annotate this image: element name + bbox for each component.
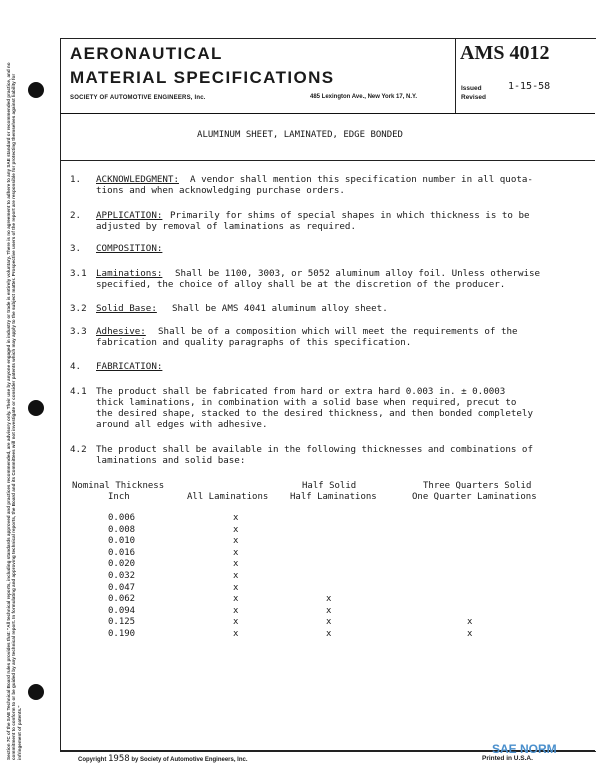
all-laminations-mark: x <box>233 629 239 639</box>
s41-number: 4.1 <box>70 386 87 397</box>
header-line2: MATERIAL SPECIFICATIONS <box>70 68 335 87</box>
thickness-value: 0.016 <box>108 547 136 558</box>
copyright-holder: by Society of Automotive Engineers, Inc. <box>131 757 248 763</box>
thickness-value: 0.032 <box>108 571 136 581</box>
thickness-value: 0.006 <box>108 513 136 523</box>
thickness-value: 0.094 <box>108 605 136 616</box>
s41-line3: the desired shape, stacked to the desired thickness, and then bonded completely <box>96 408 533 419</box>
col-thickness-header: Nominal Thickness <box>72 481 165 491</box>
all-laminations-mark: x <box>233 559 239 570</box>
all-laminations-mark: x <box>233 536 239 547</box>
s1-number: 1. <box>70 174 82 185</box>
col-all-laminations-header: All Laminations <box>187 492 269 502</box>
s32-line1: Shall be AMS 4041 aluminum alloy sheet. <box>172 303 388 314</box>
col-three-quarters-header: Three Quarters Solid <box>423 481 532 491</box>
s31-line2: specified, the choice of alloy shall be at the discretion of the producer. <box>96 279 506 290</box>
thickness-value: 0.190 <box>108 629 136 639</box>
punch-hole <box>28 400 44 416</box>
issued-label: Issued <box>461 85 482 92</box>
s33-heading: Adhesive: <box>96 326 146 337</box>
s42-line2: laminations and solid base: <box>96 455 246 466</box>
society-address: 485 Lexington Ave., New York 17, N.Y. <box>310 94 418 100</box>
three-quarters-solid-mark: x <box>467 617 473 628</box>
all-laminations-mark: x <box>233 524 239 535</box>
watermark-text: SAE NORM <box>492 742 557 756</box>
s3-number: 3. <box>70 243 82 254</box>
copyright-label: Copyright <box>78 757 107 763</box>
punch-hole <box>28 684 44 700</box>
all-laminations-mark: x <box>233 582 239 593</box>
col-one-quarter-header: One Quarter Laminations <box>412 492 537 502</box>
all-laminations-mark: x <box>233 547 239 558</box>
s42-line1: The product shall be available in the following thicknesses and combinations of <box>96 444 533 455</box>
title-divider <box>60 160 595 161</box>
all-laminations-mark: x <box>233 605 239 616</box>
spec-number: AMS 4012 <box>460 42 550 64</box>
header-line1: AERONAUTICAL <box>70 44 223 63</box>
col-thickness-unit: Inch <box>108 492 130 502</box>
col-half-laminations-header: Half Laminations <box>290 492 377 502</box>
s4-number: 4. <box>70 361 82 372</box>
s31-line1: Shall be 1100, 3003, or 5052 aluminum alloy foil. Unless otherwise <box>175 268 541 279</box>
col-half-solid-header: Half Solid <box>302 481 357 491</box>
document-title: ALUMINUM SHEET, LAMINATED, EDGE BONDED <box>197 130 403 140</box>
side-note: Section 7C of the SAE Technical Board rules provides that: "All technical reports, including standards approved and practices recommended, are advisory only. Their use by anyone engaged in industry or trade is entirely voluntary. There is no agreement to adhere to any SAE standard or recommended practice, and no commitment to conform to or be guided by any technical report. In formulating and approving technical reports, the Board and its Committees will not investigate or consider patents which may apply to the subject matter. Prospective users of the report are responsible for protecting themselves against liability for infringement of patents." <box>6 62 22 760</box>
sae-norm-watermark <box>492 742 557 756</box>
s1-heading: ACKNOWLEDGMENT: <box>96 174 179 185</box>
thickness-value: 0.047 <box>108 582 136 593</box>
all-laminations-mark: x <box>233 513 239 523</box>
s32-number: 3.2 <box>70 303 87 314</box>
issued-date: 1-15-58 <box>508 81 551 92</box>
three-quarters-solid-mark: x <box>467 629 473 639</box>
half-solid-mark: x <box>326 617 332 628</box>
thickness-value: 0.062 <box>108 594 136 605</box>
half-solid-mark: x <box>326 605 332 616</box>
thickness-value: 0.020 <box>108 559 136 570</box>
s33-number: 3.3 <box>70 326 87 337</box>
all-laminations-mark: x <box>233 594 239 605</box>
s31-number: 3.1 <box>70 268 87 279</box>
all-laminations-mark: x <box>233 617 239 628</box>
thickness-value: 0.010 <box>108 536 136 547</box>
s33-line1: Shall be of a composition which will meet the requirements of the <box>158 326 518 337</box>
header-divider <box>60 113 595 114</box>
copyright <box>78 754 248 764</box>
s2-line1: Primarily for shims of special shapes in which thickness is to be <box>170 210 530 221</box>
half-solid-mark: x <box>326 629 332 639</box>
s4-heading: FABRICATION: <box>96 361 163 372</box>
s1-line2: tions and when acknowledging purchase orders. <box>96 185 345 196</box>
s3-heading: COMPOSITION: <box>96 243 163 254</box>
s2-number: 2. <box>70 210 82 221</box>
s41-line2: thick laminations, in combination with a solid base when required, precut to <box>96 397 517 408</box>
punch-hole <box>28 82 44 98</box>
all-laminations-mark: x <box>233 571 239 581</box>
society-name: SOCIETY OF AUTOMOTIVE ENGINEERS, Inc. <box>70 95 206 101</box>
s2-line2: adjusted by removal of laminations as required. <box>96 221 356 232</box>
s32-heading: Solid Base: <box>96 303 157 314</box>
copyright-year: 1958 <box>108 754 130 764</box>
s1-line1: A vendor shall mention this specification number in all quota- <box>190 174 533 185</box>
s42-number: 4.2 <box>70 444 87 455</box>
s2-heading: APPLICATION: <box>96 210 163 221</box>
s33-line2: fabrication and quality paragraphs of this specification. <box>96 337 412 348</box>
printed-in: Printed in U.S.A. <box>482 755 533 762</box>
s41-line1: The product shall be fabricated from hard or extra hard 0.003 in. ± 0.0003 <box>96 386 506 397</box>
thickness-value: 0.125 <box>108 617 136 628</box>
revised-label: Revised <box>461 94 486 101</box>
s41-line4: around all edges with adhesive. <box>96 419 268 430</box>
half-solid-mark: x <box>326 594 332 605</box>
s31-heading: Laminations: <box>96 268 163 279</box>
thickness-value: 0.008 <box>108 524 136 535</box>
